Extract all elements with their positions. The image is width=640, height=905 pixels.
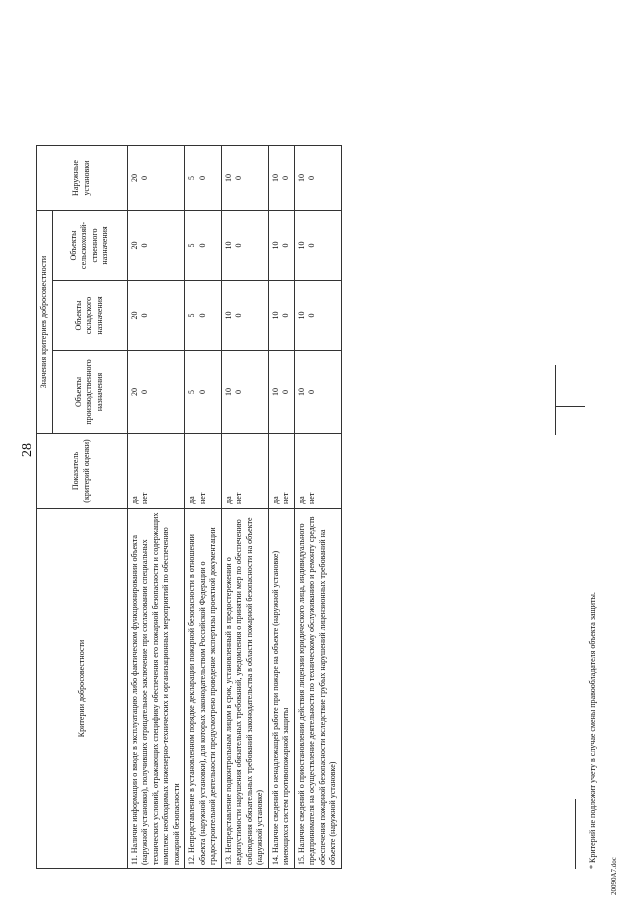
value-yes: 10: [223, 311, 233, 320]
value-yes: 10: [270, 241, 280, 250]
value-no: 0: [307, 176, 316, 180]
value-no: 0: [307, 243, 316, 248]
indicator-no: нет: [197, 492, 207, 504]
value-no: 0: [140, 243, 149, 248]
value-cell-production: [268, 351, 294, 434]
value-no: 0: [197, 176, 207, 180]
value-yes: 10: [296, 241, 306, 250]
value-cell-production: [185, 351, 222, 434]
value-cell-outdoor: [127, 146, 185, 211]
indicator-yes: да: [296, 496, 306, 504]
value-no: 0: [307, 390, 316, 394]
document-id: 20090A7.doc: [610, 857, 618, 895]
value-no: 0: [197, 313, 207, 318]
value-no: 0: [197, 390, 207, 394]
header-production: Объекты производственного назначения: [52, 351, 127, 434]
table-row: [127, 146, 185, 869]
value-no: 0: [140, 176, 149, 180]
value-no: 0: [281, 176, 290, 180]
footnote-separator: [575, 799, 576, 869]
value-no: 0: [197, 243, 207, 248]
scan-rule-mark: [555, 406, 585, 407]
value-yes: 10: [296, 311, 306, 320]
scan-rule-mark: [555, 365, 556, 435]
header-criteria: Критерии добросовестности: [37, 509, 128, 869]
indicator-yes: да: [223, 496, 233, 504]
criterion-cell: 15. Наличие сведений о приостановлении действия лицензии юридического лица, индивидуального предпринимателя на осуществление деятельности по техническому обслуживанию и ремонту средств обеспечения пожарной безопасности вследствие грубых нарушений лицензионных требований на объекте (наружной установке): [294, 509, 341, 869]
value-no: 0: [281, 313, 290, 318]
value-yes: 5: [187, 313, 196, 318]
value-yes: 20: [129, 311, 139, 320]
header-values-group: Значения критериев добросовестности: [37, 211, 53, 434]
indicator-cell: [268, 434, 294, 509]
value-yes: 10: [270, 388, 280, 396]
value-no: 0: [281, 243, 290, 248]
header-outdoor: Наружные установки: [37, 146, 128, 211]
value-cell-warehouse: [294, 281, 341, 351]
value-cell-agri: [294, 211, 341, 281]
value-no: 0: [234, 176, 243, 180]
indicator-cell: [185, 434, 222, 509]
value-yes: 10: [223, 241, 233, 250]
indicator-cell: [294, 434, 341, 509]
value-no: 0: [234, 313, 243, 318]
value-cell-warehouse: [127, 281, 185, 351]
value-cell-production: [294, 351, 341, 434]
indicator-cell: [127, 434, 185, 509]
header-indicator: Показатель (критерий оценки): [37, 434, 128, 509]
indicator-cell: [221, 434, 268, 509]
indicator-yes: да: [187, 496, 196, 504]
value-yes: 10: [270, 311, 280, 320]
value-yes: 20: [129, 241, 139, 250]
indicator-no: нет: [140, 492, 149, 504]
value-cell-outdoor: [294, 146, 341, 211]
value-cell-warehouse: [268, 281, 294, 351]
value-yes: 10: [296, 174, 306, 182]
indicator-no: нет: [281, 492, 290, 504]
value-cell-warehouse: [185, 281, 222, 351]
value-no: 0: [140, 390, 149, 394]
page-number: 28: [20, 443, 35, 457]
value-yes: 10: [296, 388, 306, 396]
table-row: [221, 146, 268, 869]
value-cell-agri: [185, 211, 222, 281]
criteria-table: [36, 145, 342, 869]
value-no: 0: [281, 390, 290, 394]
criterion-cell: 11. Наличие информации о вводе в эксплуатацию либо фактическом функционировании объекта (наружной установки), получивших отрицательное заключение при согласовании специальных технических условий, отражающих специфику обеспечения его пожарной безопасности и содержащих комплекс необходимых инженерно-технических и организационных мероприятий по обеспечению пожарной безопасности: [127, 509, 185, 869]
value-yes: 5: [187, 390, 196, 394]
value-cell-agri: [268, 211, 294, 281]
value-cell-agri: [127, 211, 185, 281]
value-yes: 20: [129, 174, 139, 182]
value-no: 0: [307, 313, 316, 318]
table-row: [294, 146, 341, 869]
value-cell-outdoor: [221, 146, 268, 211]
value-yes: 20: [129, 388, 139, 396]
value-no: 0: [140, 313, 149, 318]
value-cell-outdoor: [268, 146, 294, 211]
value-yes: 5: [187, 176, 196, 180]
value-cell-production: [127, 351, 185, 434]
value-cell-warehouse: [221, 281, 268, 351]
indicator-yes: да: [129, 496, 139, 504]
criterion-cell: 14. Наличие сведений о ненадлежащей работе при пожаре на объекте (наружной установке) имеющихся систем противопожарной защиты: [268, 509, 294, 869]
table-row: [185, 146, 222, 869]
value-yes: 10: [223, 174, 233, 182]
header-agri: Объекты сельскохозяй-ственного назначения: [52, 211, 127, 281]
header-warehouse: Объекты складского назначения: [52, 281, 127, 351]
value-yes: 5: [187, 243, 196, 248]
criterion-cell: 12. Непредставление в установленном порядке декларации пожарной безопасности в отношении объекта (наружной установки), для которых законодательством Российской Федерации о градостроительной деятельности предусмотрено проведение экспертизы проектной документации: [185, 509, 222, 869]
value-yes: 10: [223, 388, 233, 396]
value-cell-production: [221, 351, 268, 434]
footnote: * Критерий не подлежит учету в случае смены правообладателя объекта защиты.: [588, 592, 597, 869]
indicator-no: нет: [234, 492, 243, 504]
header-row-1: [37, 146, 53, 869]
value-yes: 10: [270, 174, 280, 182]
value-no: 0: [234, 243, 243, 248]
indicator-yes: да: [270, 496, 280, 504]
value-cell-outdoor: [185, 146, 222, 211]
value-cell-agri: [221, 211, 268, 281]
indicator-no: нет: [307, 492, 316, 504]
value-no: 0: [234, 390, 243, 394]
table-row: [268, 146, 294, 869]
criterion-cell: 13. Непредставление подконтрольным лицом в срок, установленный в предостережении о недопустимости нарушения обязательных требований, уведомления о принятии мер по обеспечению соблюдения обязательных требований законодательства в области пожарной безопасности на объекте (наружной установке): [221, 509, 268, 869]
